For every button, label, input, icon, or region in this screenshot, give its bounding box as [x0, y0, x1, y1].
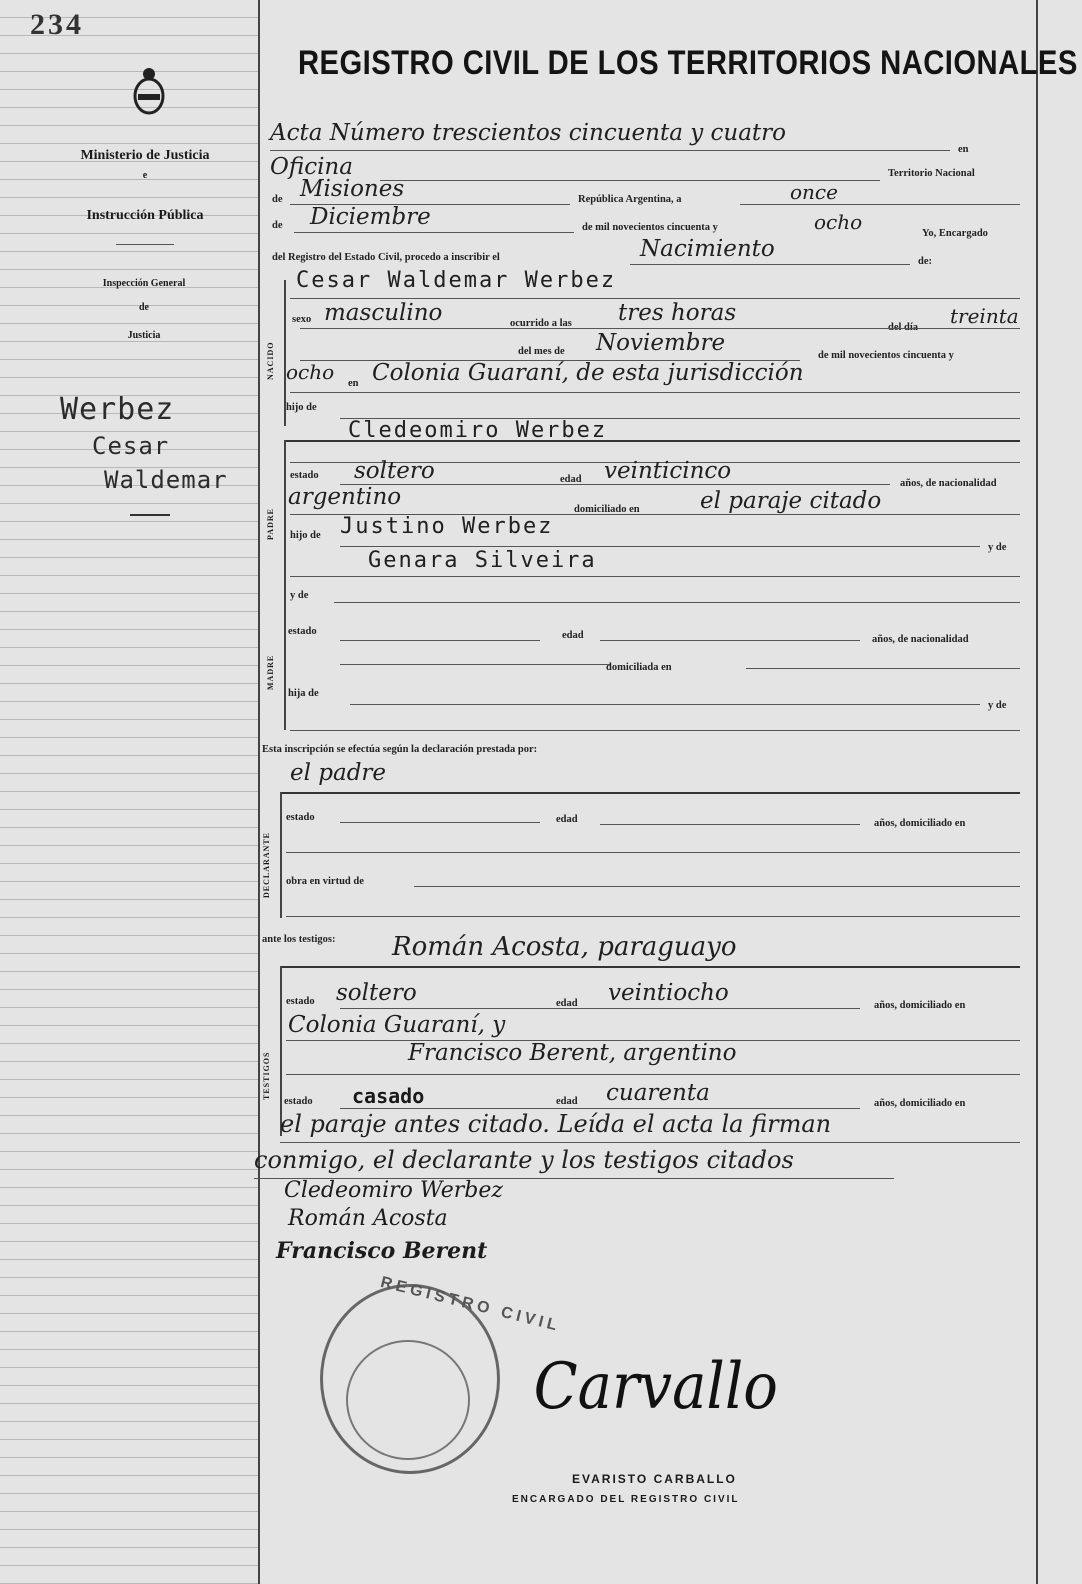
label-anos-dom-t1: años, domiciliado en — [874, 1000, 966, 1011]
official-name: EVARISTO CARBALLO — [572, 1472, 737, 1486]
witness1: Román Acosta, paraguayo — [392, 932, 737, 962]
line-17 — [334, 602, 1020, 603]
father-nationality: argentino — [288, 484, 402, 510]
line-1 — [270, 150, 950, 151]
ministry-line1: Ministerio de Justicia — [80, 148, 210, 163]
closing-line2: conmigo, el declarante y los testigos citados — [254, 1146, 794, 1174]
line-6 — [630, 264, 910, 265]
label-anos-dom-t2: años, domiciliado en — [874, 1098, 966, 1109]
stamp-text: REGISTRO CIVIL — [378, 1273, 563, 1336]
year-of-act: ocho — [814, 210, 863, 234]
label-del-registro: del Registro del Estado Civil, procedo a inscribir el — [272, 252, 500, 263]
line-8 — [300, 328, 1020, 329]
father-state: soltero — [354, 458, 435, 484]
witness2-state: casado — [352, 1084, 425, 1108]
line-27 — [414, 886, 1020, 887]
inspection-line3: Justicia — [127, 330, 161, 341]
father-name: Cledeomiro Werbez — [348, 418, 608, 443]
bracket-madre — [284, 584, 286, 730]
margin-middlename: Waldemar — [104, 466, 228, 494]
right-edge-line — [1036, 0, 1038, 1584]
label-de: de — [272, 194, 283, 205]
witness1-age: veintiocho — [608, 980, 729, 1006]
label-anos-nac-m: años, de nacionalidad — [872, 634, 969, 645]
line-22 — [350, 704, 980, 705]
margin-firstname: Cesar — [92, 432, 170, 460]
line-19 — [600, 640, 860, 641]
margin-rule — [116, 244, 174, 245]
label-testigos: ante los testigos: — [262, 934, 336, 945]
label-de3: de: — [918, 256, 932, 267]
label-y-de: y de — [988, 542, 1007, 553]
line-24 — [340, 822, 540, 823]
margin-surname: Werbez — [60, 392, 175, 427]
label-edad-t1: edad — [556, 998, 578, 1009]
official-role: ENCARGADO DEL REGISTRO CIVIL — [512, 1494, 740, 1505]
line-20 — [340, 664, 610, 665]
document-title: REGISTRO CIVIL DE LOS TERRITORIOS NACIONALES — [298, 44, 1078, 82]
page-number: 234 — [30, 8, 84, 41]
line-7 — [290, 298, 1020, 299]
line-32 — [340, 1108, 860, 1109]
side-label-declarante: DECLARANTE — [262, 831, 271, 898]
father-age: veinticinco — [604, 458, 732, 484]
label-obra: obra en virtud de — [286, 876, 364, 887]
birth-year: ocho — [286, 360, 335, 384]
official-signature: Carvallo — [533, 1350, 778, 1424]
day-of-act: once — [790, 180, 838, 204]
line-23 — [290, 730, 1020, 731]
registry-stamp-inner — [346, 1340, 470, 1460]
birth-hour: tres horas — [618, 300, 737, 326]
label-hijo-de: hijo de — [286, 402, 317, 413]
label-en: en — [958, 144, 969, 155]
closing-line1: el paraje antes citado. Leída el acta la firman — [280, 1110, 832, 1138]
signature-declarant: Cledeomiro Werbez — [284, 1178, 503, 1203]
label-estado-t1: estado — [286, 996, 315, 1007]
line-5 — [294, 232, 574, 233]
witness1-domicile: Colonia Guaraní, y — [288, 1012, 506, 1038]
acta-number: Acta Número trescientos cincuenta y cuatro — [270, 120, 787, 146]
bracket-declarante — [280, 792, 282, 918]
label-territorio: Territorio Nacional — [888, 168, 975, 179]
label-anos-nac: años, de nacionalidad — [900, 478, 997, 489]
label-estado-m: estado — [288, 626, 317, 637]
margin-ruled-area — [0, 0, 258, 1584]
line-26 — [286, 852, 1020, 853]
line-29 — [340, 1008, 860, 1009]
label-y-de-madre: y de — [290, 590, 309, 601]
label-de2: de — [272, 220, 283, 231]
divider-declarante — [280, 792, 1020, 794]
line-16 — [290, 576, 1020, 577]
side-label-padre: PADRE — [266, 508, 275, 540]
label-hijo-de2: hijo de — [290, 530, 321, 541]
label-domiciliada: domiciliada en — [606, 662, 672, 673]
line-28 — [286, 916, 1020, 917]
margin-divider — [258, 0, 260, 1584]
label-ocurrido: ocurrido a las — [510, 318, 572, 329]
label-del-mes: del mes de — [518, 346, 565, 357]
coat-of-arms-icon — [132, 66, 166, 116]
divider-testigos — [280, 966, 1020, 968]
father-domicile: el paraje citado — [700, 488, 882, 514]
label-de-mil2: de mil novecientos cincuenta y — [818, 350, 954, 361]
line-18 — [340, 640, 540, 641]
side-label-nacido: NACIDO — [266, 341, 275, 380]
ministry-line2: e — [142, 170, 148, 181]
label-y-de-m2: y de — [988, 700, 1007, 711]
line-31 — [286, 1074, 1020, 1075]
office-place: Oficina — [270, 154, 353, 180]
side-label-madre: MADRE — [266, 654, 275, 690]
inspection-line2: de — [139, 302, 149, 313]
paternal-grandfather: Justino Werbez — [340, 514, 554, 539]
month-of-act: Diciembre — [310, 204, 431, 230]
label-yo-encargado: Yo, Encargado — [922, 228, 988, 239]
label-de-mil: de mil novecientos cincuenta y — [582, 222, 718, 233]
side-label-testigos: TESTIGOS — [262, 1051, 271, 1100]
signature-witness1: Román Acosta — [288, 1206, 448, 1231]
line-13 — [340, 484, 890, 485]
child-sex: masculino — [324, 300, 443, 326]
ministry-line3: Instrucción Pública — [86, 208, 204, 223]
line-4 — [740, 204, 1020, 205]
label-edad-m: edad — [562, 630, 584, 641]
line-15 — [340, 546, 980, 547]
witness2: Francisco Berent, argentino — [408, 1040, 737, 1066]
bracket-padre — [284, 440, 286, 586]
signature-witness2: Francisco Berent — [276, 1238, 488, 1264]
label-anos-dom-d: años, domiciliado en — [874, 818, 966, 829]
birth-day: treinta — [950, 304, 1019, 328]
label-republica: República Argentina, a — [578, 194, 682, 205]
territory-name: Misiones — [300, 176, 405, 202]
line-25 — [600, 824, 860, 825]
birth-place: Colonia Guaraní, de esta jurisdicción — [372, 360, 804, 386]
paternal-grandmother: Genara Silveira — [368, 548, 597, 573]
label-hija-de: hija de — [288, 688, 319, 699]
line-33 — [280, 1142, 1020, 1143]
birth-month: Noviembre — [596, 330, 726, 356]
witness1-state: soltero — [336, 980, 417, 1006]
label-edad: edad — [560, 474, 582, 485]
margin-underline — [130, 514, 170, 516]
label-estado-d: estado — [286, 812, 315, 823]
label-edad-t2: edad — [556, 1096, 578, 1107]
declarant: el padre — [290, 760, 387, 786]
label-estado-t2: estado — [284, 1096, 313, 1107]
witness2-age: cuarenta — [606, 1080, 710, 1106]
line-21 — [746, 668, 1020, 669]
label-del-dia: del día — [888, 322, 919, 333]
child-name: Cesar Waldemar Werbez — [296, 268, 617, 293]
label-en: en — [348, 378, 359, 389]
label-domiciliado: domiciliado en — [574, 504, 640, 515]
inspection-line1: Inspección General — [102, 278, 186, 289]
line-10 — [290, 392, 1020, 393]
act-type: Nacimiento — [640, 236, 775, 262]
label-inscripcion: Esta inscripción se efectúa según la declaración prestada por: — [262, 744, 538, 755]
label-estado: estado — [290, 470, 319, 481]
label-sexo: sexo — [292, 314, 312, 325]
label-edad-d: edad — [556, 814, 578, 825]
